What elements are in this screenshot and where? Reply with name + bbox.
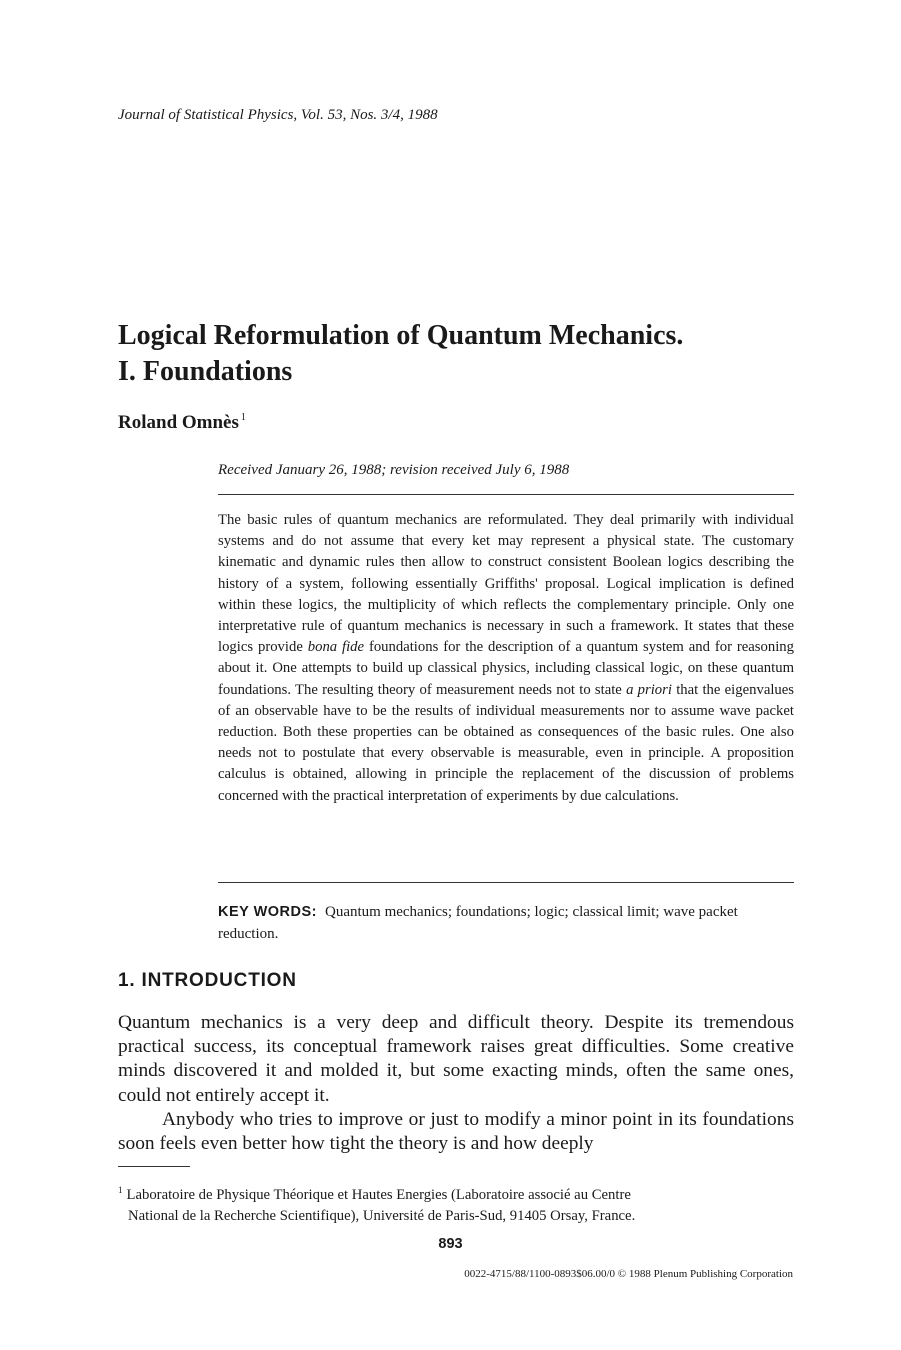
abstract xyxy=(218,510,794,807)
footnote xyxy=(118,1180,794,1227)
paper-title xyxy=(118,318,818,390)
abstract-text-2: foundations for the description of a quantum system and for reasoning about it. One attempts to build up classical physics, including classical logic, on these quantum foundations. The resulting theory of measurement needs not to state xyxy=(218,639,794,698)
abstract-top-rule xyxy=(218,494,794,495)
footnote-line-2: National de la Recherche Scientifique), Université de Paris-Sud, 91405 Orsay, France. xyxy=(128,1208,636,1224)
section-heading: 1. INTRODUCTION xyxy=(118,970,297,991)
keywords-text: Quantum mechanics; foundations; logic; classical limit; wave packet reduction. xyxy=(218,904,738,942)
title-line-2: I. Foundations xyxy=(118,356,293,387)
author-name: Roland Omnès xyxy=(118,412,239,433)
abstract-text-3: that the eigenvalues of an observable have to be the results of individual measurements nor to assume wave packet reduction. Both these properties can be obtained as consequences of the basic rules. One also needs not to postulate that every observable is measurable, even in principle. A proposition calculus is obtained, allowing in principle the replacement of the discussion of problems concerned with the practical interpretation of experiments by due calculations. xyxy=(218,681,794,804)
footnote-line-1: Laboratoire de Physique Théorique et Hautes Energies (Laboratoire associé au Centre xyxy=(126,1187,631,1203)
copyright-line: 0022-4715/88/1100-0893$06.00/0 © 1988 Plenum Publishing Corporation xyxy=(464,1268,793,1280)
received-dates: Received January 26, 1988; revision received July 6, 1988 xyxy=(218,462,570,478)
keywords-label: KEY WORDS: xyxy=(218,904,317,920)
abstract-bottom-rule xyxy=(218,882,794,883)
paragraph-1: Quantum mechanics is a very deep and difficult theory. Despite its tremendous practical success, its conceptual framework raises great difficulties. Some creative minds discovered it and molded it, but some exacting minds, often the same ones, could not entirely accept it. xyxy=(118,1012,794,1106)
keywords xyxy=(218,901,794,945)
body-text xyxy=(118,1011,794,1156)
abstract-text-1: The basic rules of quantum mechanics are reformulated. They deal primarily with individual systems and do not assume that every ket may represent a physical state. The customary kinematic and dynamic rules then allow to construct consistent Boolean logics describing the history of a system, following essentially Griffiths' proposal. Logical implication is defined within these logics, the multiplicity of which reflects the complementary principle. Only one interpretative rule of quantum mechanics is necessary in such a framework. It states that these logics provide xyxy=(218,512,794,656)
page-number: 893 xyxy=(438,1236,463,1252)
abstract-italic-2: a priori xyxy=(626,681,672,698)
footnote-rule xyxy=(118,1166,190,1167)
paragraph-2: Anybody who tries to improve or just to modify a minor point in its foundations soon feels even better how tight the theory is and how deeply xyxy=(118,1108,794,1155)
title-line-1: Logical Reformulation of Quantum Mechanics. xyxy=(118,320,684,351)
footnote-mark: 1 xyxy=(118,1185,123,1195)
abstract-italic-1: bona fide xyxy=(307,639,365,656)
journal-citation: Journal of Statistical Physics, Vol. 53, Nos. 3/4, 1988 xyxy=(118,107,438,123)
author-footnote-mark: 1 xyxy=(240,412,246,423)
author xyxy=(118,412,246,434)
